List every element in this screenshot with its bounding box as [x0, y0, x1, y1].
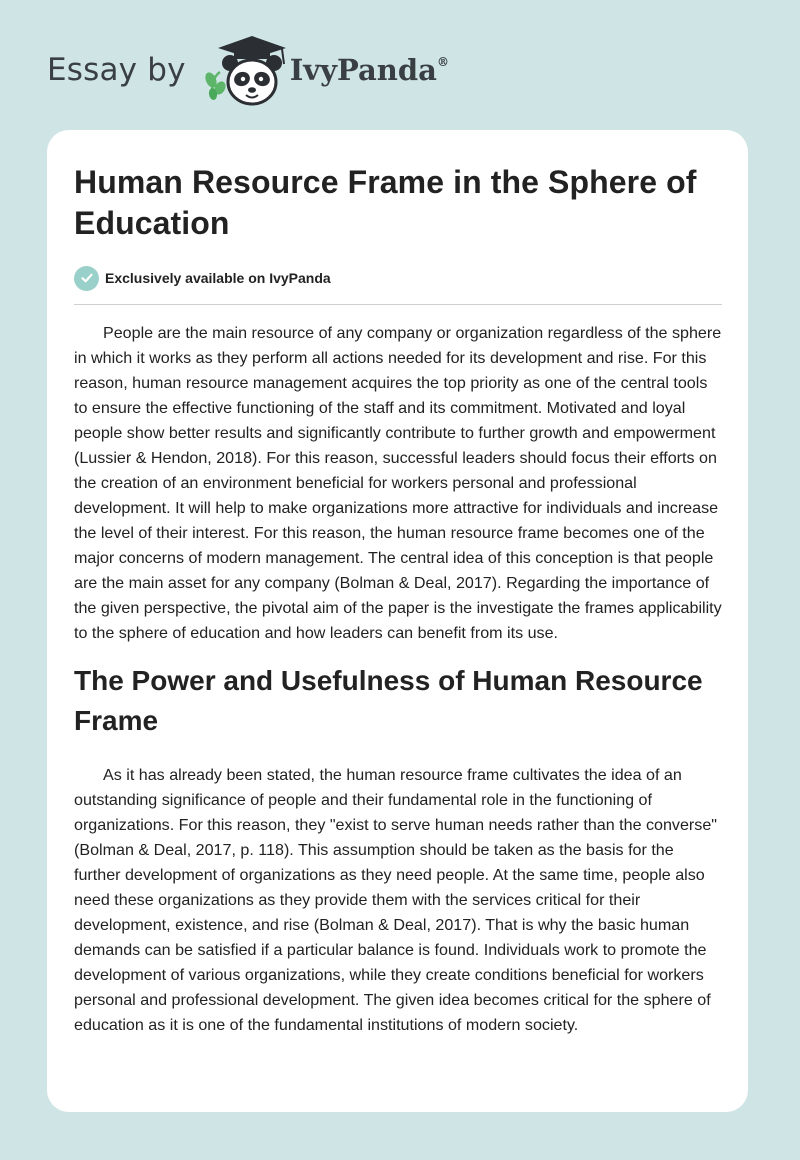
site-header	[47, 30, 449, 110]
section-paragraph: As it has already been stated, the human resource frame cultivates the idea of an outstanding significance of people and their fundamental role in the functioning of organizations. For this reason, they "exist to serve human needs rather than the converse" (Bolman & Deal, 2017, p. 118). This assumption should be taken as the basis for the further development of organizations as they need people. At the same time, people also need these organizations as they provide them with the services critical for their development, existence, and rise (Bolman & Deal, 2017). That is why the basic human demands can be satisfied if a particular balance is found. Individuals work to promote the development of various organizations, while they create conditions beneficial for workers personal and professional development. The given idea becomes critical for the sphere of education as it is one of the fundamental institutions of modern society.	[74, 766, 718, 1034]
intro-paragraph: People are the main resource of any company or organization regardless of the sphere in which it works as they perform all actions needed for its development and rise. For this reason, human resource management acquires the top priority as one of the central tools to ensure the effective functioning of the staff and its commitment. Motivated and loyal people show better results and significantly contribute to further growth and empowerment (Lussier & Hendon, 2018). For this reason, successful leaders should focus their efforts on the creation of an environment beneficial for workers personal and professional development. It will help to make organizations more attractive for individuals and increase the level of their interest. For this reason, the human resource frame becomes one of the major concerns of modern management. The central idea of this conception is that people are the main asset for any company (Bolman & Deal, 2017). Regarding the importance of the given perspective, the pivotal aim of the paper is the investigate the frames applicability to the sphere of education and how leaders can benefit from its use.	[74, 324, 722, 642]
brand-text: IvyPanda	[289, 53, 437, 87]
panda-graduate-logo-icon[interactable]	[200, 30, 290, 110]
exclusive-label: Exclusively available on IvyPanda	[105, 270, 331, 286]
article-title: Human Resource Frame in the Sphere of Education	[74, 164, 697, 241]
check-circle-icon	[74, 266, 99, 291]
registered-mark: ®	[436, 55, 449, 69]
title-divider	[74, 304, 722, 305]
brand-name[interactable]	[290, 53, 449, 87]
section-heading: The Power and Usefulness of Human Resource Frame	[74, 665, 703, 736]
article-card	[47, 130, 748, 1112]
exclusive-badge	[74, 265, 722, 291]
essay-by-label: Essay by	[47, 52, 186, 88]
